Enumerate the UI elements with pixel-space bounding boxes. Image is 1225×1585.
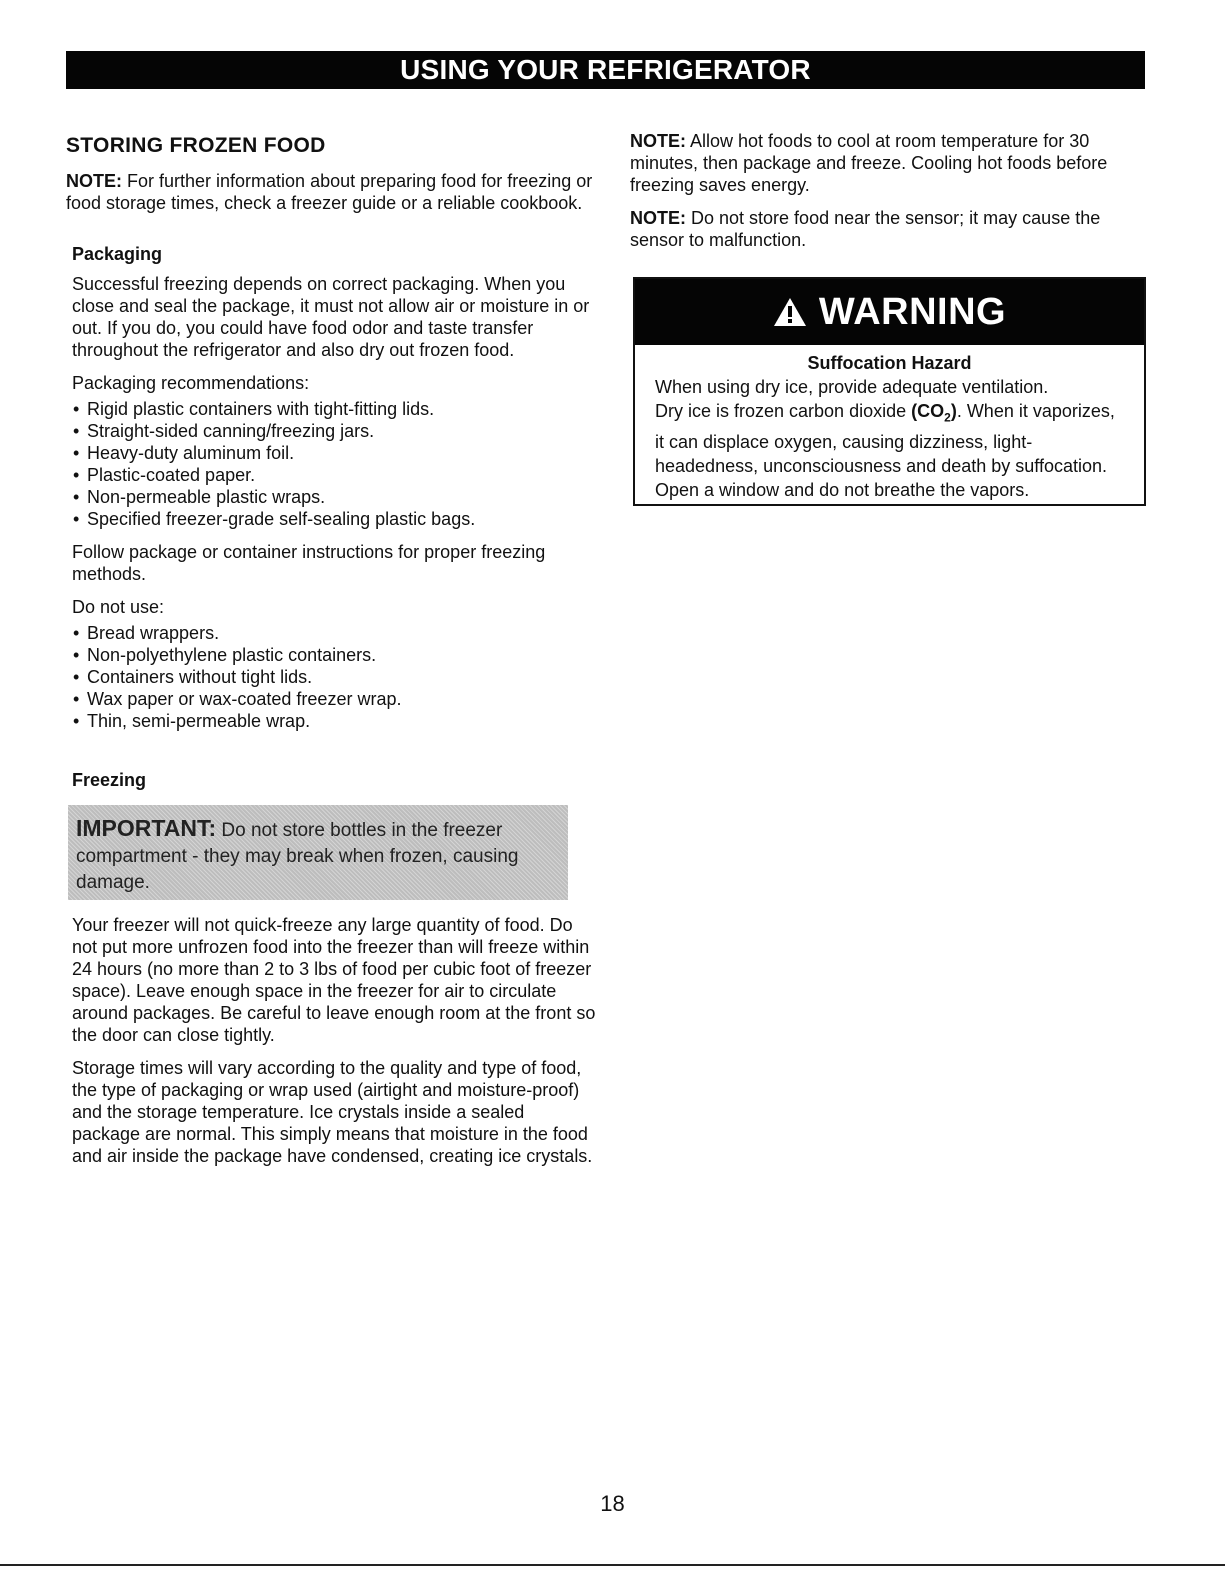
- list-item: • Specified freezer-grade self-sealing plastic bags.: [73, 509, 476, 529]
- list-item: • Thin, semi-permeable wrap.: [73, 711, 311, 731]
- list-item: • Rigid plastic containers with tight-fitting lids.: [73, 399, 435, 419]
- bullet-icon: •: [73, 465, 80, 485]
- freezing-section: [66, 770, 596, 1167]
- warning-line-1: When using dry ice, provide adequate ventilation.: [655, 377, 1049, 397]
- note-paragraph: [66, 170, 596, 214]
- bottom-divider: [0, 1564, 1225, 1566]
- list-item: • Non-polyethylene plastic containers.: [73, 645, 377, 665]
- bullet-icon: •: [73, 421, 80, 441]
- page-number: 18: [600, 1491, 625, 1516]
- note-label: NOTE:: [630, 131, 686, 151]
- chemical-formula: $(CO_2)$: [911, 401, 957, 425]
- bullet-icon: •: [73, 399, 80, 419]
- section-title: STORING FROZEN FOOD: [66, 134, 326, 157]
- recommendations-label: Packaging recommendations:: [72, 373, 310, 393]
- page-header-title: USING YOUR REFRIGERATOR: [400, 54, 811, 85]
- list-item: • Heavy-duty aluminum foil.: [73, 443, 295, 463]
- bullet-icon: •: [73, 711, 80, 731]
- bullet-icon: •: [73, 667, 80, 687]
- note-text: Allow hot foods to cool at room temperature for 30 minutes, then package and freeze. Cooling hot foods before freezing saves energy.: [630, 131, 1108, 195]
- note-paragraph-cooling: [630, 130, 1150, 196]
- note-label: NOTE:: [66, 171, 122, 191]
- right-column: [630, 130, 1150, 506]
- freezing-paragraph-2: Storage times will vary according to the quality and type of food, the type of packaging or wrap used (airtight and moisture-proof) and the storage temperature. Ice crystals inside a sealed package are normal. This simply means that moisture in the food and air inside the package have condensed, creating ice crystals.: [72, 1058, 593, 1166]
- freezing-paragraph-1: Your freezer will not quick-freeze any large quantity of food. Do not put more unfrozen food into the freezer than will freeze within 24 hours (no more than 2 to 3 lbs of food per cubic foot of freezer space). Leave enough space in the freezer for air to circulate around packages. Be careful to leave enough room at the front so the door can close tightly.: [72, 915, 596, 1045]
- hazard-title: Suffocation Hazard: [807, 353, 972, 373]
- left-column: [66, 130, 596, 1178]
- packaging-heading: Packaging: [72, 244, 163, 264]
- follow-instructions-text: Follow package or container instructions for proper freezing methods.: [72, 542, 546, 584]
- list-item: • Bread wrappers.: [73, 623, 220, 643]
- important-label: IMPORTANT:: [76, 815, 217, 841]
- list-item: • Straight-sided canning/freezing jars.: [73, 421, 375, 441]
- warning-body: [635, 345, 1144, 504]
- note-text: Do not store food near the sensor; it may cause the sensor to malfunction.: [630, 208, 1101, 250]
- important-text: Do not store bottles in the freezer compartment - they may break when frozen, causing damage.: [76, 820, 519, 893]
- bullet-icon: •: [73, 487, 80, 507]
- note-label: NOTE:: [630, 208, 686, 228]
- do-not-use-list: [72, 622, 596, 732]
- recommendations-list: [72, 398, 596, 530]
- freezing-heading: Freezing: [72, 770, 147, 790]
- do-not-use-label: Do not use:: [72, 597, 165, 617]
- list-item: • Wax paper or wax-coated freezer wrap.: [73, 689, 402, 709]
- list-item: • Plastic-coated paper.: [73, 465, 256, 485]
- bullet-icon: •: [73, 443, 80, 463]
- warning-box: [633, 277, 1146, 506]
- warning-header: [635, 279, 1144, 345]
- page-header-bar: [66, 51, 1145, 89]
- warning-triangle-icon: [773, 297, 807, 327]
- list-item: • Containers without tight lids.: [73, 667, 313, 687]
- note-text: For further information about preparing food for freezing or food storage times, check a freezer guide or a reliable cookbook.: [66, 171, 593, 213]
- packaging-section: [66, 244, 596, 732]
- note-paragraph-sensor: [630, 207, 1150, 251]
- list-item: • Non-permeable plastic wraps.: [73, 487, 326, 507]
- bullet-icon: •: [73, 645, 80, 665]
- important-notice: [68, 805, 568, 900]
- bullet-icon: •: [73, 509, 80, 529]
- bullet-icon: •: [73, 689, 80, 709]
- bullet-icon: •: [73, 623, 80, 643]
- packaging-intro: Successful freezing depends on correct packaging. When you close and seal the package, it must not allow air or moisture in or out. If you do, you could have food odor and taste transfer throughout the refrigerator and also dry out frozen food.: [72, 274, 590, 360]
- warning-line-2: Dry ice is frozen carbon dioxide $(CO_2)$. When it vaporizes, it can displace oxygen, causing dizziness, light-headedness, unconsciousness and death by suffocation. Open a window and do not breathe the vapors.: [655, 401, 1115, 500]
- warning-title: WARNING: [818, 290, 1007, 333]
